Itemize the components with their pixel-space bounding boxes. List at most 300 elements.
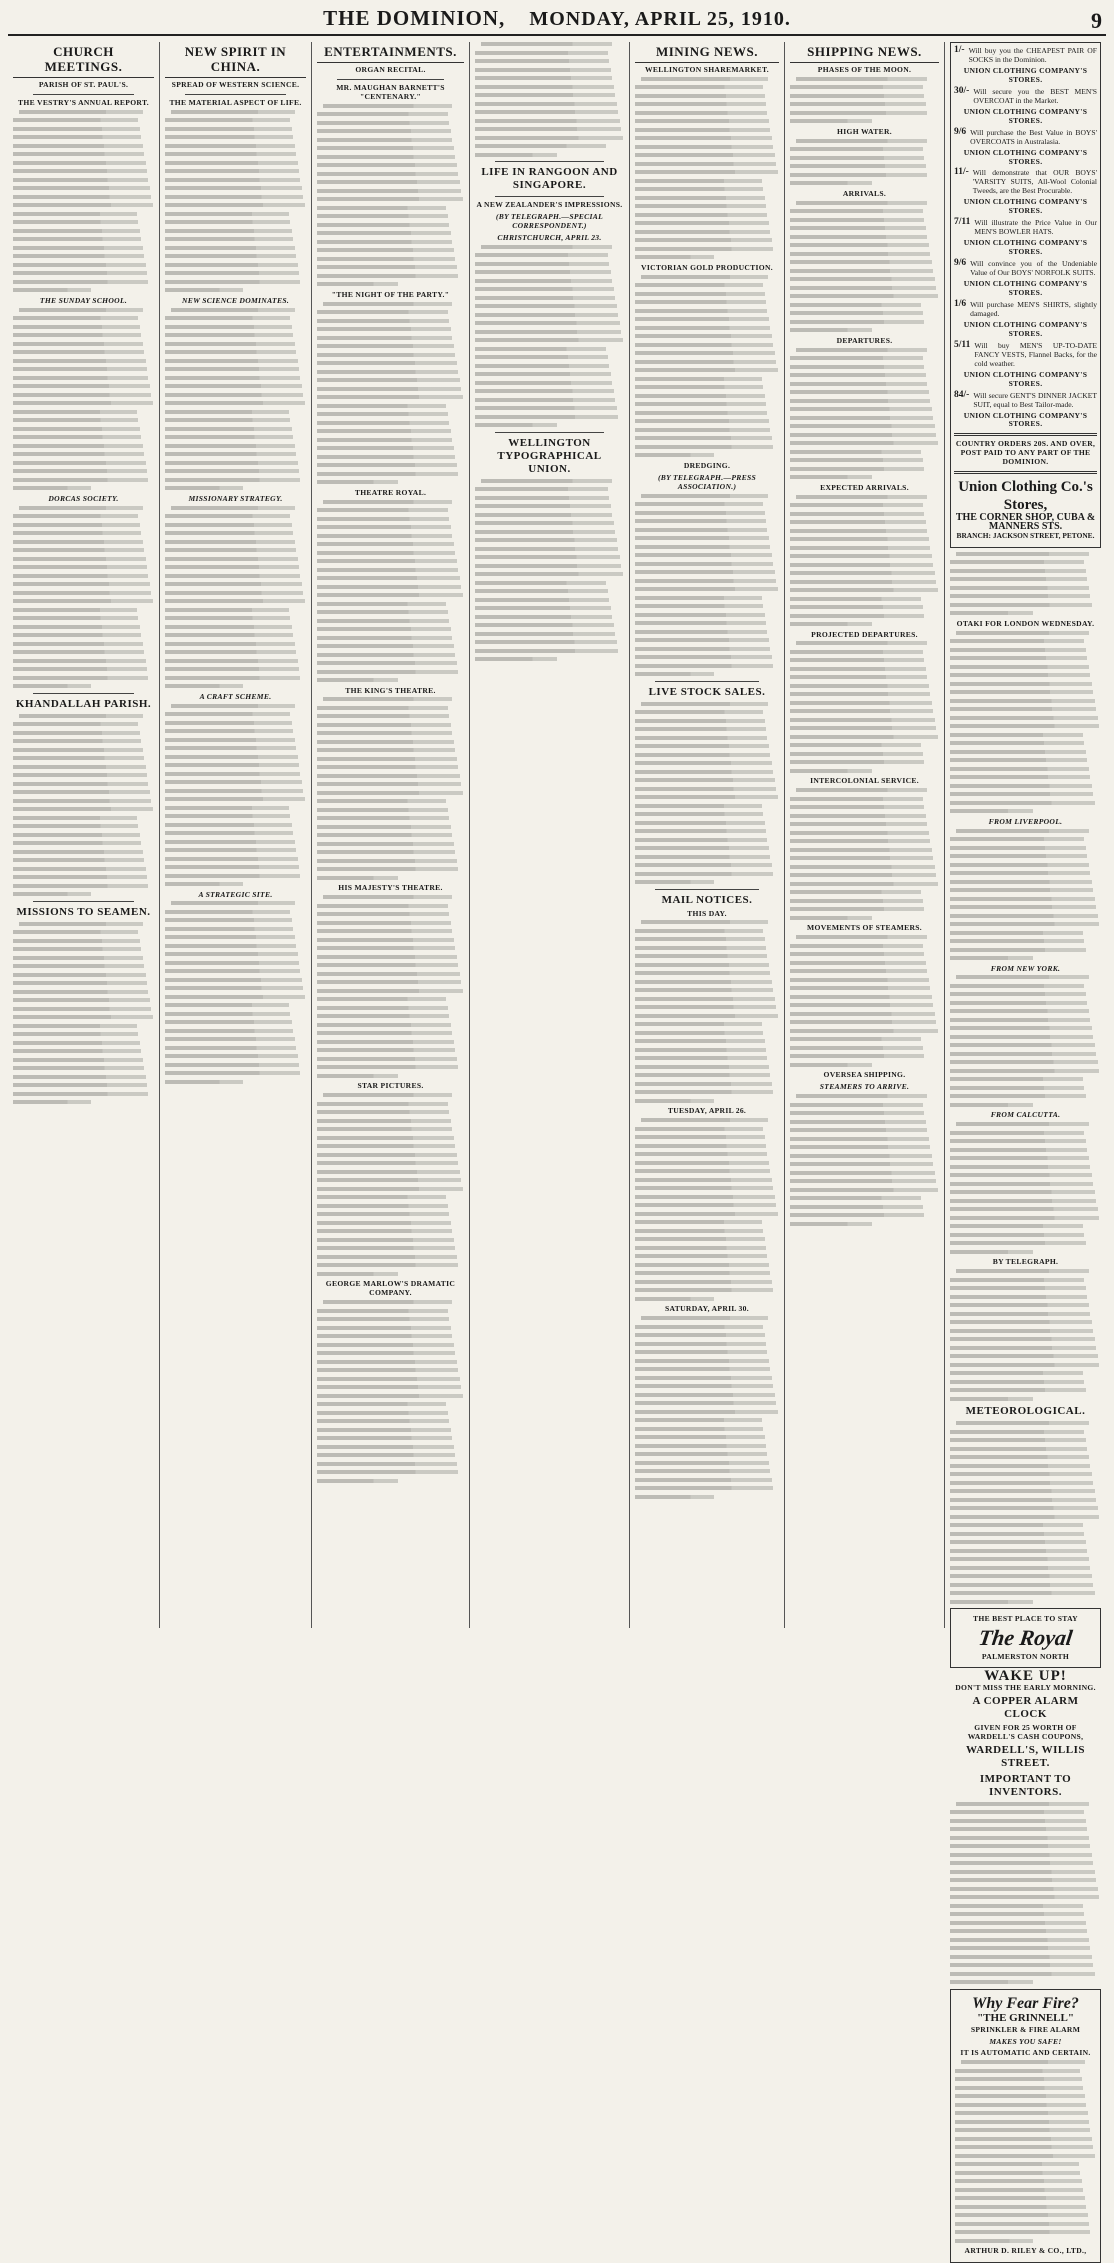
- text-line: [317, 1368, 458, 1372]
- text-line: [165, 118, 290, 122]
- text-line: [790, 173, 927, 177]
- text-line: [171, 704, 295, 708]
- text-line: [950, 1506, 1098, 1510]
- text-line: [950, 750, 1086, 754]
- text-line: [165, 797, 305, 801]
- ad-store-footer: UNION CLOTHING COMPANY'S STORES.: [963, 66, 1088, 84]
- ad-price-line: [954, 168, 1097, 195]
- text-line: [635, 829, 766, 833]
- text-line: [790, 658, 924, 662]
- subheading-new-science: NEW SCIENCE DOMINATES.: [181, 295, 290, 305]
- ad-price: 9/6: [954, 126, 967, 137]
- text-line: [165, 254, 296, 258]
- text-line: [317, 559, 457, 563]
- text-line: [13, 582, 150, 586]
- text-line: [317, 774, 460, 778]
- text-line: [790, 622, 872, 626]
- heading-live-stock: LIVE STOCK SALES.: [648, 685, 766, 698]
- text-line: [790, 111, 927, 115]
- text-line: [13, 461, 146, 465]
- text-line: [13, 748, 143, 752]
- text-line: [317, 446, 454, 450]
- text-line: [13, 410, 137, 414]
- text-line: [950, 1035, 1093, 1039]
- column-advertisements: [945, 42, 1106, 2256]
- text-line: [950, 1540, 1086, 1544]
- text-line: [13, 964, 144, 968]
- text-line: [790, 475, 872, 479]
- text-line: [635, 988, 773, 992]
- text-line: [950, 699, 1095, 703]
- text-line: [13, 574, 148, 578]
- text-line: [950, 1844, 1090, 1848]
- text-line: [171, 110, 295, 114]
- text-line: [165, 531, 293, 535]
- text-line: [165, 237, 293, 241]
- text-line: [790, 797, 923, 801]
- text-line: [790, 743, 921, 747]
- text-line: [790, 667, 926, 671]
- text-line: [790, 424, 935, 428]
- text-line: [635, 672, 714, 676]
- text-line: [317, 585, 461, 589]
- text-line: [165, 246, 295, 250]
- text-line: [13, 229, 140, 233]
- text-line: [317, 816, 449, 820]
- divider: [954, 433, 1097, 436]
- text-line: [950, 922, 1099, 926]
- text-line: [635, 1144, 766, 1148]
- text-line: [475, 51, 608, 55]
- text-line: [790, 286, 936, 290]
- text-line: [13, 288, 91, 292]
- text-line: [635, 1229, 763, 1233]
- text-line: [950, 1980, 1033, 1984]
- text-line: [790, 226, 926, 230]
- text-line: [13, 237, 141, 241]
- text-line: [790, 986, 930, 990]
- text-line: [165, 220, 290, 224]
- text-line: [790, 684, 929, 688]
- text-line: [475, 321, 620, 325]
- text-line: [790, 961, 926, 965]
- subheading-craft-scheme: A CRAFT SCHEME.: [199, 691, 272, 701]
- text-line: [635, 179, 762, 183]
- text-line: [165, 574, 300, 578]
- text-line: [635, 778, 775, 782]
- text-line: [950, 784, 1092, 788]
- text-line: [475, 313, 618, 317]
- heading-new-spirit-china: NEW SPIRIT IN CHINA.: [165, 44, 306, 78]
- text-line: [790, 890, 921, 894]
- text-line: [796, 935, 927, 939]
- text-line: [635, 1005, 776, 1009]
- text-line: [317, 670, 458, 674]
- text-line: [13, 565, 147, 569]
- article-body-marlow: [317, 1300, 464, 1483]
- text-line: [165, 814, 290, 818]
- text-line: [165, 461, 298, 465]
- text-line: [955, 2137, 1092, 2141]
- text-line: [165, 882, 243, 886]
- text-line: [475, 279, 612, 283]
- fire-automatic: IT IS AUTOMATIC AND CERTAIN.: [960, 2048, 1091, 2058]
- text-line: [317, 1246, 455, 1250]
- ad-description: Will buy MEN'S UP-TO-DATE FANCY VESTS, Flannel Backs, for the cold weather.: [974, 340, 1097, 368]
- text-line: [317, 706, 448, 710]
- text-line: [317, 344, 454, 348]
- text-line: [317, 472, 458, 476]
- text-line: [13, 790, 150, 794]
- text-line: [317, 463, 457, 467]
- text-line: [165, 1029, 293, 1033]
- article-body-china-2: [165, 308, 306, 491]
- article-body-livestock: [635, 702, 779, 885]
- text-line: [635, 1410, 778, 1414]
- text-line: [165, 288, 243, 292]
- text-line: [13, 186, 150, 190]
- text-line: [635, 1325, 763, 1329]
- text-line: [950, 1583, 1093, 1587]
- text-line: [13, 998, 150, 1002]
- text-line: [165, 1063, 299, 1067]
- text-line: [317, 765, 458, 769]
- text-line: [950, 1472, 1092, 1476]
- text-line: [475, 355, 608, 359]
- text-line: [790, 1111, 924, 1115]
- text-line: [635, 394, 765, 398]
- text-line: [790, 969, 927, 973]
- text-line: [475, 487, 608, 491]
- heading-church-meetings: CHURCH MEETINGS.: [13, 44, 154, 78]
- text-line: [13, 220, 138, 224]
- text-line: [635, 770, 773, 774]
- text-line: [165, 772, 300, 776]
- text-line: [317, 1470, 458, 1474]
- column-new-spirit-china: [160, 42, 312, 1628]
- text-line: [19, 110, 143, 114]
- column-shipping-news: [785, 42, 945, 1628]
- text-line: [950, 673, 1090, 677]
- text-line: [165, 203, 305, 207]
- text-line: [955, 2213, 1088, 2217]
- text-line: [950, 956, 1033, 960]
- text-line: [635, 1359, 769, 1363]
- text-line: [790, 399, 930, 403]
- text-line: [317, 525, 451, 529]
- text-line: [635, 1152, 767, 1156]
- text-line: [19, 506, 143, 510]
- text-line: [635, 647, 770, 651]
- text-line: [950, 775, 1090, 779]
- text-line: [317, 438, 452, 442]
- text-line: [13, 254, 144, 258]
- text-line: [635, 1350, 767, 1354]
- article-body-khandallah: [13, 714, 154, 897]
- column-rangoon: [470, 42, 630, 1628]
- text-line: [317, 378, 460, 382]
- text-line: [790, 597, 921, 601]
- text-line: [790, 243, 929, 247]
- text-line: [790, 503, 923, 507]
- text-line: [790, 831, 929, 835]
- ad-price: 9/6: [954, 258, 967, 269]
- text-line: [165, 178, 300, 182]
- text-line: [955, 2094, 1085, 2098]
- text-line: [796, 788, 927, 792]
- text-line: [790, 1213, 924, 1217]
- text-line: [475, 513, 612, 517]
- text-line: [635, 604, 763, 608]
- text-line: [790, 537, 929, 541]
- text-line: [317, 653, 455, 657]
- text-line: [790, 865, 935, 869]
- text-line: [317, 214, 448, 218]
- text-line: [317, 1127, 452, 1131]
- ad-store-footer: UNION CLOTHING COMPANY'S STORES.: [963, 106, 1088, 125]
- text-line: [317, 1360, 457, 1364]
- text-line: [635, 1401, 776, 1405]
- text-line: [790, 605, 923, 609]
- subheading-departures: DEPARTURES.: [836, 335, 893, 345]
- text-line: [635, 1263, 769, 1267]
- text-line: [635, 1082, 772, 1086]
- text-line: [635, 1435, 765, 1439]
- text-line: [790, 458, 923, 462]
- text-line: [317, 593, 463, 597]
- text-line: [635, 596, 762, 600]
- text-line: [165, 831, 293, 835]
- text-line: [950, 1303, 1089, 1307]
- text-line: [475, 85, 614, 89]
- article-body-missions: [13, 922, 154, 1105]
- ad-store-footer: UNION CLOTHING COMPANY'S STORES.: [963, 147, 1088, 166]
- text-line: [635, 94, 765, 98]
- text-line: [13, 947, 141, 951]
- text-line: [950, 1250, 1033, 1254]
- text-line: [790, 181, 872, 185]
- text-line: [955, 2145, 1093, 2149]
- text-line: [790, 433, 936, 437]
- text-line: [475, 649, 618, 653]
- text-line: [13, 973, 146, 977]
- heading-mining-news: MINING NEWS.: [635, 44, 779, 63]
- text-line: [13, 263, 146, 267]
- text-line: [950, 1895, 1099, 1899]
- text-line: [13, 625, 140, 629]
- text-line: [790, 1046, 923, 1050]
- text-line: [790, 94, 924, 98]
- text-line: [13, 676, 148, 680]
- text-line: [956, 829, 1089, 833]
- text-line: [317, 1204, 448, 1208]
- heading-otaki-london: OTAKI FOR LONDON WEDNESDAY.: [956, 618, 1095, 628]
- text-line: [635, 213, 767, 217]
- text-line: [165, 376, 300, 380]
- text-line: [790, 848, 932, 852]
- text-line: [790, 294, 938, 298]
- text-line: [317, 1212, 449, 1216]
- text-line: [635, 937, 765, 941]
- text-line: [950, 1566, 1090, 1570]
- text-line: [635, 954, 767, 958]
- text-line: [13, 599, 153, 603]
- text-line: [317, 455, 455, 459]
- text-line: [13, 359, 146, 363]
- text-line: [165, 1020, 292, 1024]
- text-line: [950, 984, 1084, 988]
- subheading-projected-departures: PROJECTED DEPARTURES.: [811, 629, 918, 639]
- text-line: [165, 1071, 300, 1075]
- text-line: [950, 880, 1092, 884]
- text-line: [955, 2128, 1090, 2132]
- text-line: [13, 824, 138, 828]
- text-line: [317, 904, 448, 908]
- text-line: [635, 411, 767, 415]
- text-line: [790, 650, 923, 654]
- text-line: [955, 2179, 1082, 2183]
- fire-safe: MAKES YOU SAFE!: [989, 2036, 1062, 2046]
- text-line: [950, 1929, 1087, 1933]
- text-line: [950, 586, 1089, 590]
- text-line: [950, 1557, 1089, 1561]
- text-line: [790, 856, 933, 860]
- text-line: [635, 795, 778, 799]
- text-line: [635, 511, 765, 515]
- text-line: [950, 569, 1086, 573]
- text-line: [635, 812, 763, 816]
- text-line: [950, 1819, 1086, 1823]
- text-line: [317, 929, 452, 933]
- text-line: [475, 372, 611, 376]
- text-line: [790, 546, 930, 550]
- text-line: [635, 170, 778, 174]
- text-line: [635, 1461, 769, 1465]
- text-line: [165, 806, 289, 810]
- text-line: [165, 712, 290, 716]
- text-line: [475, 68, 611, 72]
- text-line: [317, 791, 463, 795]
- text-line: [165, 280, 300, 284]
- heading-meteorological: METEOROLOGICAL.: [965, 1405, 1086, 1418]
- text-line: [317, 989, 463, 993]
- ad-store-footer: UNION CLOTHING COMPANY'S STORES.: [963, 238, 1088, 257]
- text-line: [635, 102, 766, 106]
- text-line: [317, 412, 448, 416]
- text-line: [950, 837, 1084, 841]
- heading-mail-notices: MAIL NOTICES.: [661, 893, 753, 906]
- text-line: [475, 564, 621, 568]
- text-line: [317, 248, 454, 252]
- text-line: [635, 863, 772, 867]
- ad-description: Will demonstrate that OUR BOYS' 'VARSITY SUITS, All-Wool Colonial Tweeds, are the Best Procurable.: [972, 168, 1097, 196]
- text-line: [790, 752, 923, 756]
- text-line: [950, 1026, 1092, 1030]
- text-line: [635, 570, 775, 574]
- text-line: [317, 833, 452, 837]
- column-mining-news: [630, 42, 785, 1628]
- text-line: [790, 373, 926, 377]
- newspaper-title: THE DOMINION,: [323, 6, 506, 30]
- article-body-dorcas: [13, 506, 154, 689]
- text-line: [635, 1056, 767, 1060]
- text-line: [796, 139, 927, 143]
- text-line: [165, 840, 295, 844]
- text-line: [950, 897, 1095, 901]
- article-body-his-majestys: [317, 895, 464, 1078]
- text-line: [950, 1464, 1090, 1468]
- text-line: [165, 848, 296, 852]
- union-clothing-ad: [950, 42, 1101, 548]
- ad-description: Will purchase the Best Value in BOYS' OVERCOATS in Australasia.: [970, 127, 1097, 146]
- text-line: [635, 1186, 773, 1190]
- text-line: [317, 636, 452, 640]
- text-line: [475, 406, 617, 410]
- text-line: [13, 531, 141, 535]
- text-line: [317, 740, 454, 744]
- text-line: [635, 1022, 762, 1026]
- text-line: [635, 255, 714, 259]
- text-line: [317, 534, 452, 538]
- text-line: [317, 1006, 448, 1010]
- text-line: [635, 162, 776, 166]
- text-line: [165, 633, 293, 637]
- text-line: [171, 506, 295, 510]
- text-line: [790, 1120, 926, 1124]
- subheading-star-pictures: STAR PICTURES.: [357, 1081, 424, 1091]
- text-line: [317, 508, 448, 512]
- text-line: [950, 846, 1086, 850]
- heading-missions-to-seamen: MISSIONS TO SEAMEN.: [16, 905, 151, 918]
- text-line: [950, 665, 1089, 669]
- text-line: [635, 428, 770, 432]
- text-line: [950, 690, 1093, 694]
- text-line: [790, 1222, 872, 1226]
- article-body-china-3: [165, 506, 306, 689]
- text-line: [317, 1195, 446, 1199]
- divider: [185, 94, 286, 95]
- text-line: [950, 758, 1087, 762]
- text-line: [635, 230, 770, 234]
- text-line: [13, 212, 137, 216]
- subheading-dredging: DREDGING.: [683, 460, 731, 470]
- text-line: [165, 1037, 295, 1041]
- text-line: [790, 709, 933, 713]
- text-line: [19, 922, 143, 926]
- article-body-mail-2: [635, 1118, 779, 1301]
- ad-price-line: [954, 128, 1097, 146]
- text-line: [950, 1139, 1086, 1143]
- text-line: [635, 1452, 767, 1456]
- text-line: [790, 675, 927, 679]
- text-line: [481, 245, 612, 249]
- heading-khandallah-parish: KHANDALLAH PARISH.: [15, 697, 152, 710]
- text-line: [956, 975, 1089, 979]
- text-line: [317, 551, 455, 555]
- text-line: [635, 1073, 770, 1077]
- text-line: [13, 127, 140, 131]
- text-line: [165, 738, 295, 742]
- text-line: [317, 138, 452, 142]
- text-line: [165, 642, 295, 646]
- text-line: [13, 756, 144, 760]
- text-line: [475, 423, 557, 427]
- ad-description: Will purchase MEN'S SHIRTS, slightly damaged.: [970, 299, 1097, 318]
- text-line: [13, 135, 141, 139]
- text-line: [635, 1203, 776, 1207]
- text-line: [165, 684, 243, 688]
- text-line: [950, 1337, 1095, 1341]
